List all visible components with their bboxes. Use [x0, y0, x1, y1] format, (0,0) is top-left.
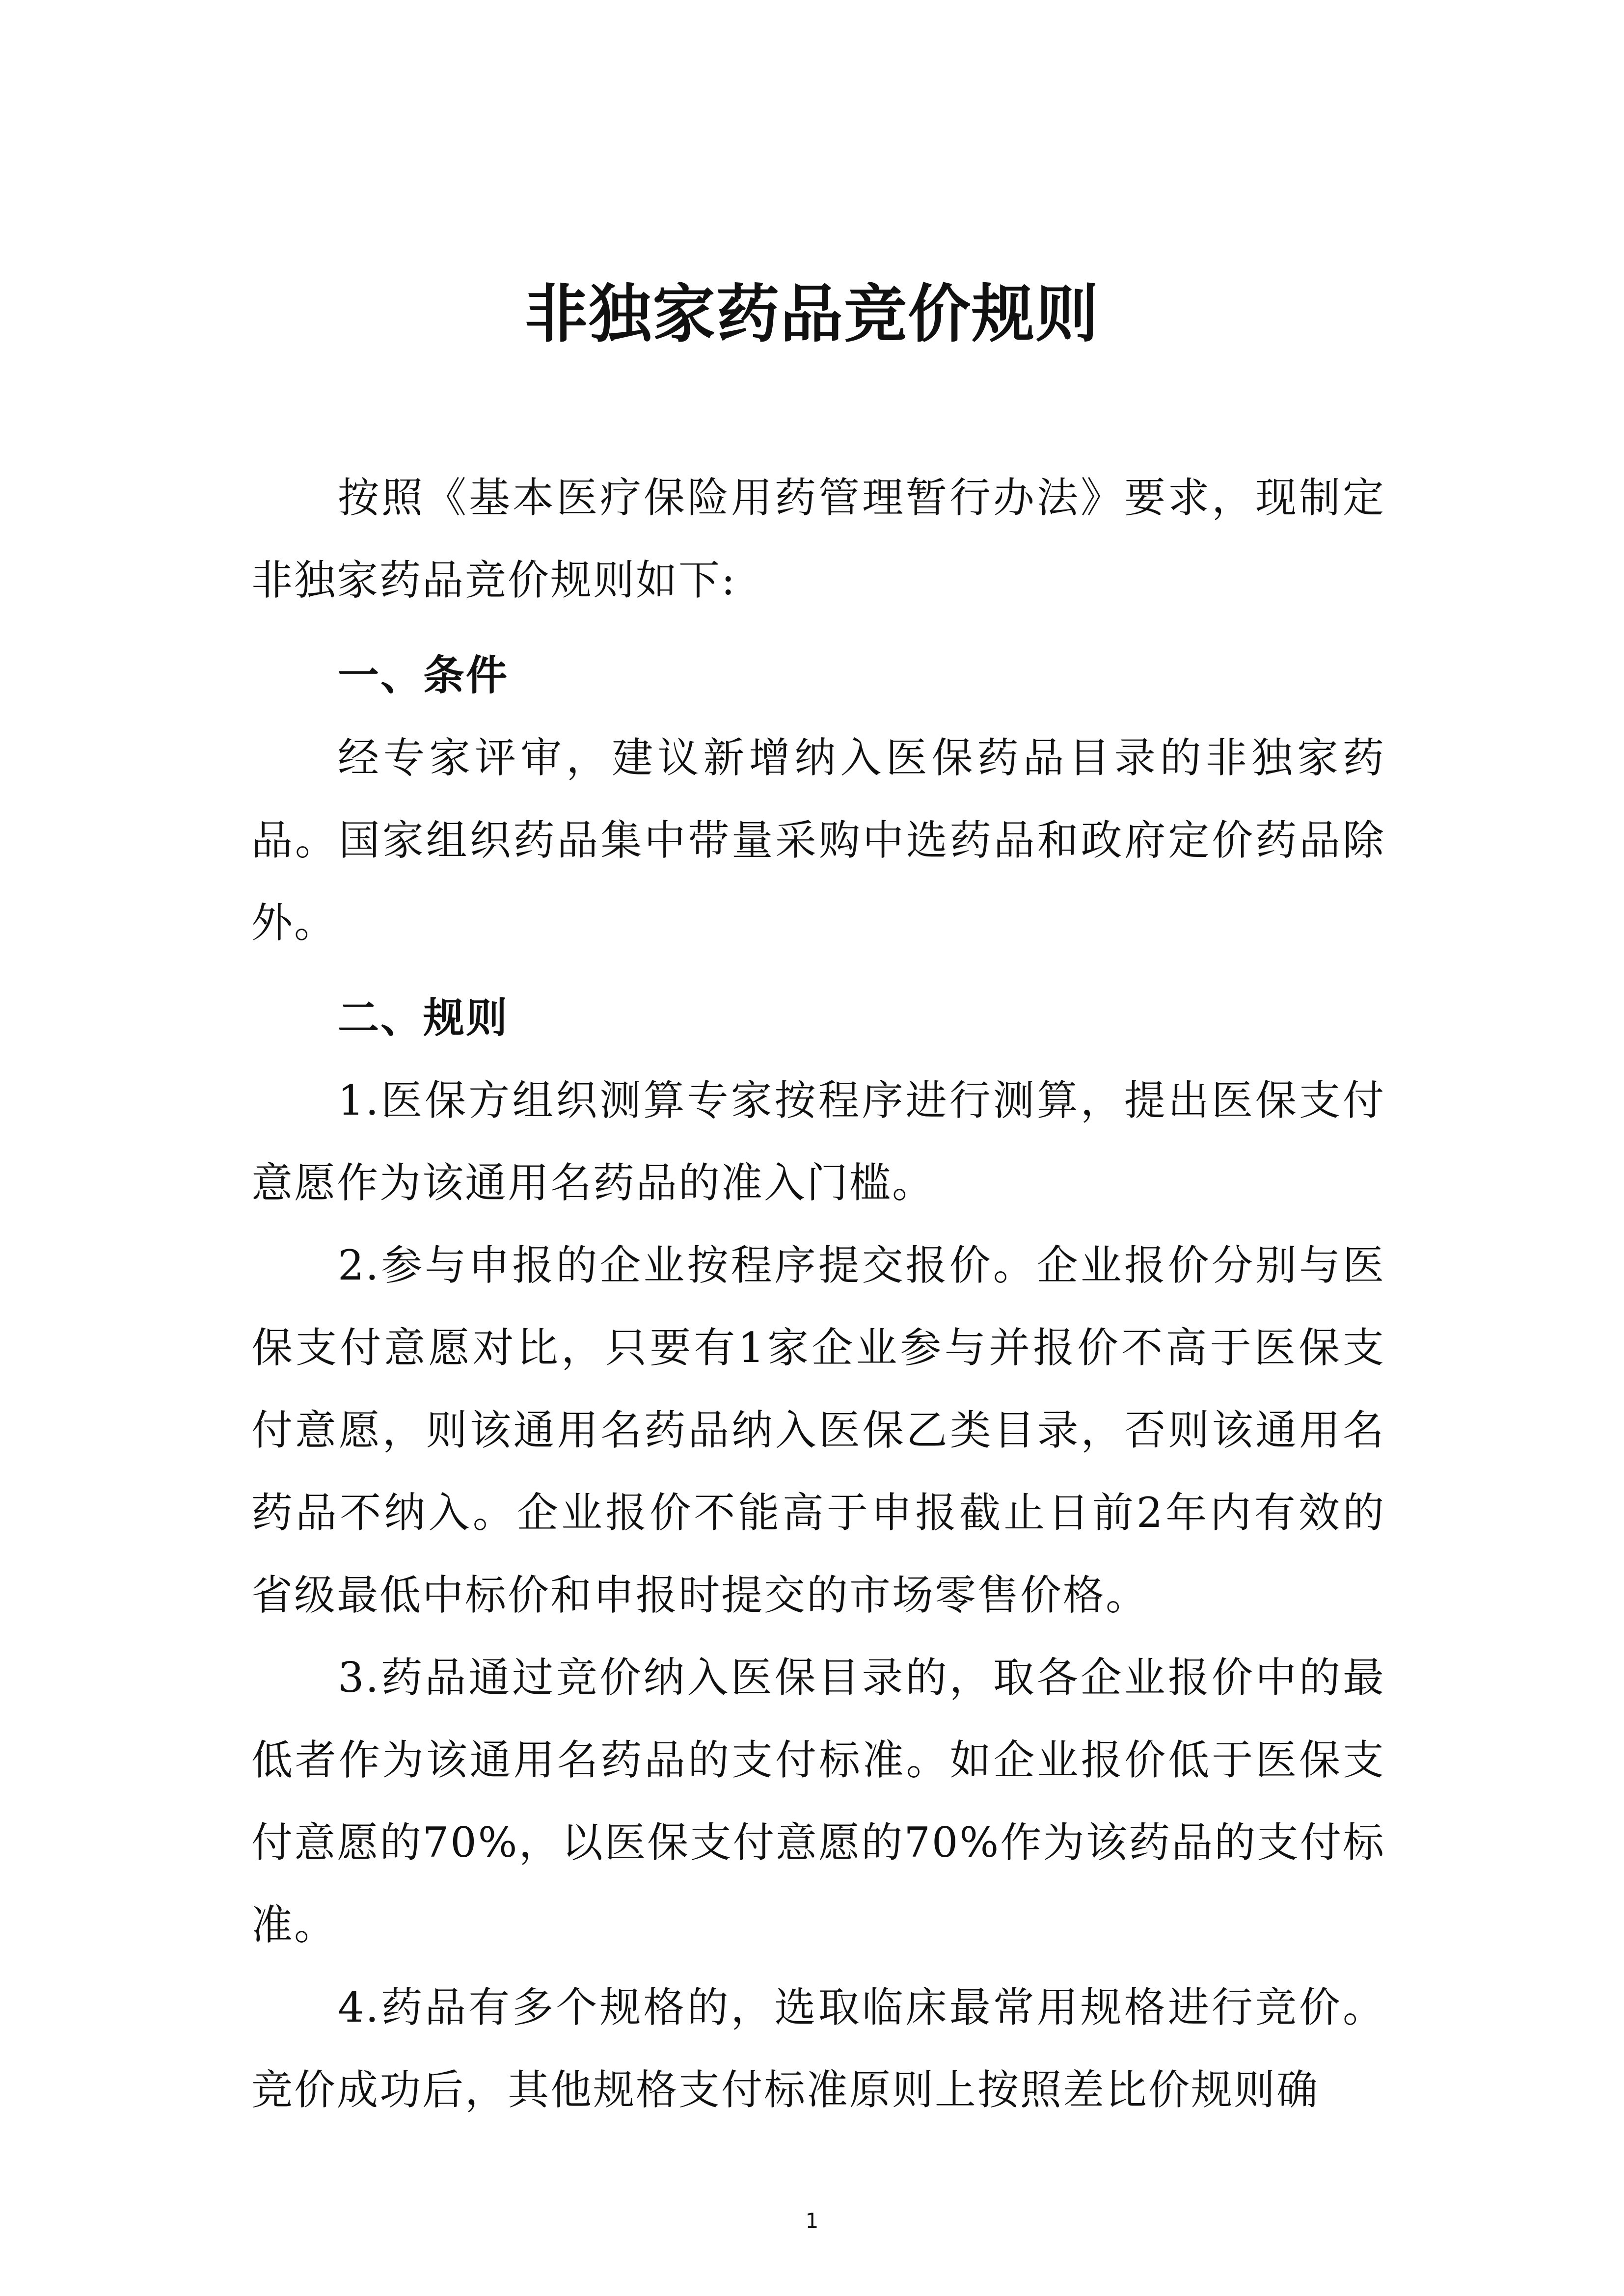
rule-paragraph-4: 4.药品有多个规格的，选取临床最常用规格进行竞价。竞价成功后，其他规格支付标准原则上按照差比价规则确: [251, 1983, 1385, 2114]
conditions-paragraph: 经专家评审，建议新增纳入医保药品目录的非独家药品。国家组织药品集中带量采购中选药品和政府定价药品除外。: [251, 734, 1385, 947]
document-body: [251, 456, 1385, 2131]
section-heading-rules: 二、规则: [338, 994, 509, 1042]
rule-paragraph-2: 2.参与申报的企业按程序提交报价。企业报价分别与医保支付意愿对比，只要有1家企业参与并报价不高于医保支付意愿，则该通用名药品纳入医保乙类目录，否则该通用名药品不纳入。企业报价不能高于申报截止日前2年内有效的省级最低中标价和申报时提交的市场零售价格。: [251, 1241, 1385, 1619]
rule-paragraph-3: 3.药品通过竞价纳入医保目录的，取各企业报价中的最低者作为该通用名药品的支付标准。如企业报价低于医保支付意愿的70%，以医保支付意愿的70%作为该药品的支付标准。: [251, 1654, 1385, 1949]
section-heading-conditions: 一、条件: [338, 651, 509, 699]
rule-paragraph-1: 1.医保方组织测算专家按程序进行测算，提出医保支付意愿作为该通用名药品的准入门槛。: [251, 1076, 1385, 1207]
page-number: 1: [805, 2209, 819, 2233]
page-title: 非独家药品竞价规则: [524, 277, 1099, 351]
intro-paragraph: 按照《基本医疗保险用药管理暂行办法》要求，现制定非独家药品竞价规则如下:: [251, 474, 1385, 604]
